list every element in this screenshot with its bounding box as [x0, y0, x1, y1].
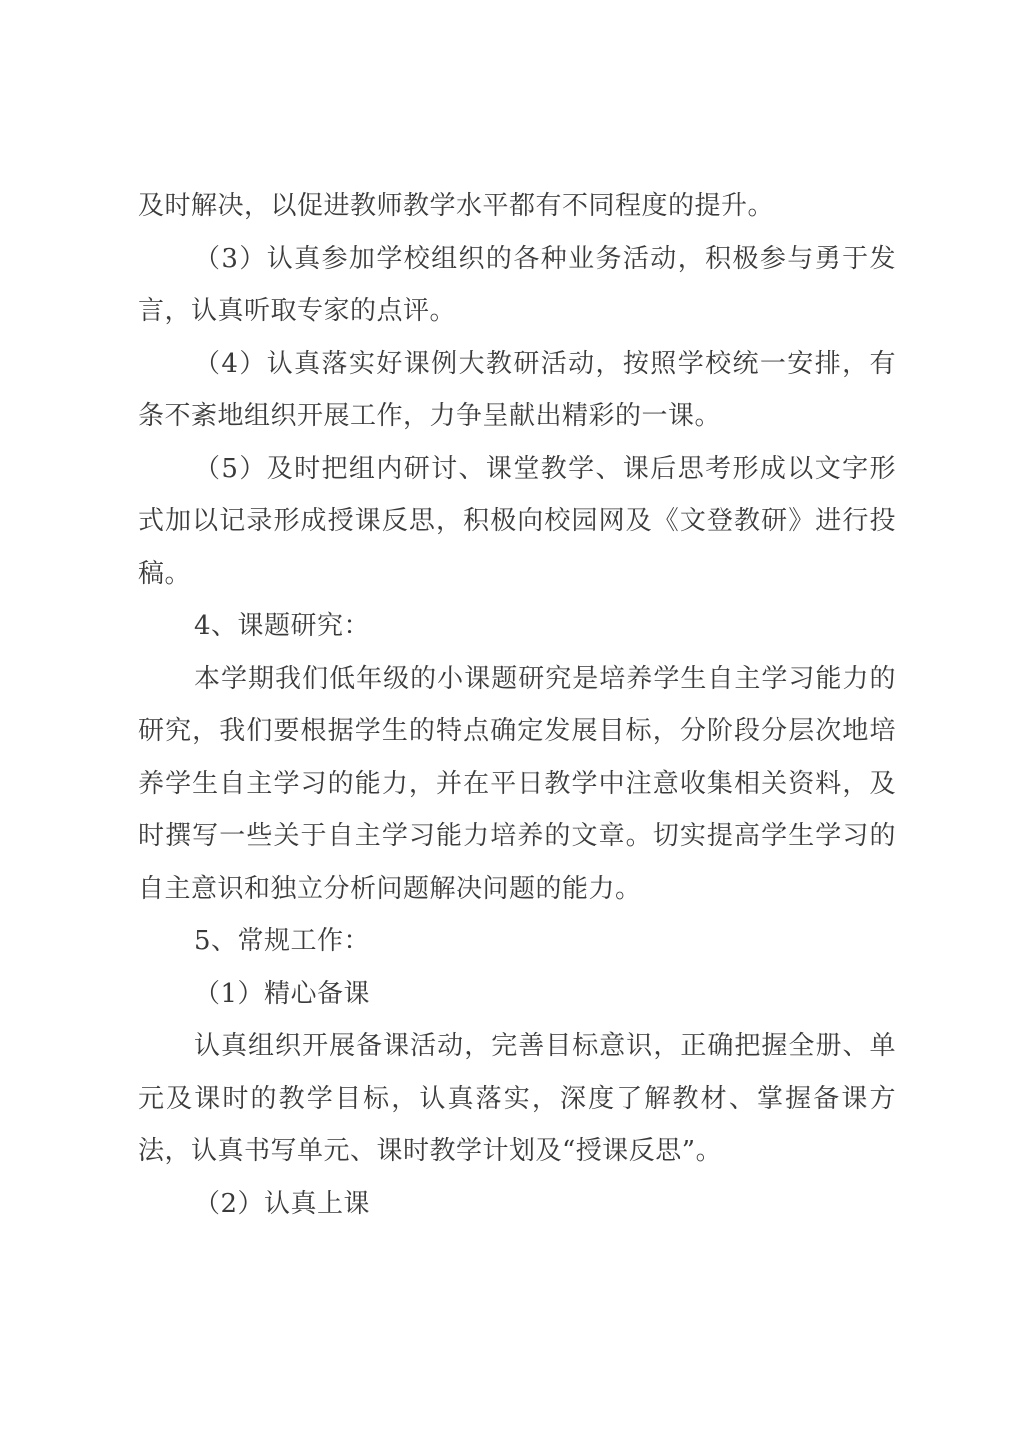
paragraph-continuation: 及时解决，以促进教师教学水平都有不同程度的提升。: [138, 191, 775, 221]
paragraph-research: 本学期我们低年级的小课题研究是培养学生自主学习能力的研究，我们要根据学生的特点确定发展目标，分阶段分层次地培养学生自主学习的能力，并在平日教学中注意收集相关资料，及时撰写一些关于自主学习能力培养的文章。切实提高学生学习的自主意识和独立分析问题解决问题的能力。: [138, 663, 896, 904]
paragraph-prepare-lessons: 认真组织开展备课活动，完善目标意识，正确把握全册、单元及课时的教学目标，认真落实，深度了解教材、掌握备课方法，认真书写单元、课时教学计划及“授课反思”。: [138, 1031, 896, 1166]
paragraph-item-4: （4）认真落实好课例大教研活动，按照学校统一安排，有条不紊地组织开展工作，力争呈献出精彩的一课。: [138, 348, 896, 431]
subheading-teach-class: （2）认真上课: [194, 1188, 371, 1219]
document-body: [138, 180, 896, 1230]
section-heading-routine: 5、常规工作：: [194, 926, 371, 956]
subheading-prepare-lessons: （1）精心备课: [194, 978, 371, 1009]
paragraph-item-5: （5）及时把组内研讨、课堂教学、课后思考形成以文字形式加以记录形成授课反思，积极向校园网及《文登教研》进行投稿。: [138, 453, 896, 589]
section-heading-research: 4、课题研究：: [194, 611, 371, 641]
paragraph-item-3: （3）认真参加学校组织的各种业务活动，积极参与勇于发言，认真听取专家的点评。: [138, 243, 896, 326]
